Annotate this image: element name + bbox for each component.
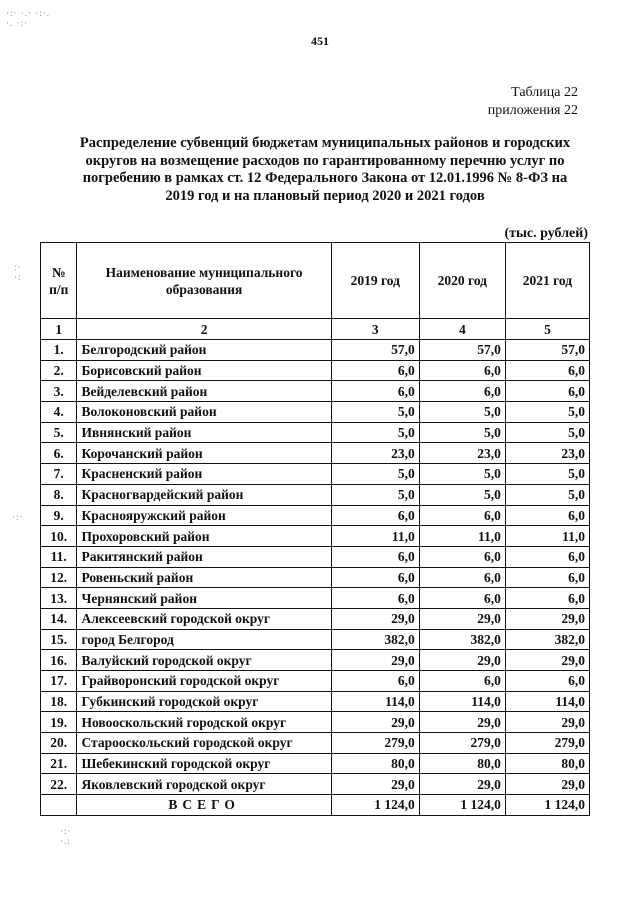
municipality-name: Красногвардейский район (77, 484, 331, 505)
value-2021: 80,0 (505, 753, 589, 774)
value-2019: 6,0 (331, 567, 419, 588)
value-2021: 29,0 (505, 712, 589, 733)
value-2020: 5,0 (419, 422, 505, 443)
municipality-name: Яковлевский городской округ (77, 774, 331, 795)
row-number: 2. (41, 360, 77, 381)
row-number: 8. (41, 484, 77, 505)
municipality-name: Краснояружский район (77, 505, 331, 526)
title-line3: погребению в рамках ст. 12 Федерального Закона от 12.01.1996 № 8-ФЗ на (82, 170, 568, 186)
title-line1: Распределение субвенций бюджетам муниципальных районов и городских (79, 135, 571, 151)
value-2019: 6,0 (331, 671, 419, 692)
value-2021: 5,0 (505, 464, 589, 485)
table-row (41, 505, 590, 526)
page-number: 451 (311, 34, 329, 48)
table-row (41, 526, 590, 547)
municipality-name: Алексеевский городской округ (77, 608, 331, 629)
subventions-table (40, 242, 590, 816)
municipality-name: Ракитянский район (77, 546, 331, 567)
column-index: 3 (331, 319, 419, 340)
value-2020: 29,0 (419, 608, 505, 629)
table-row (41, 671, 590, 692)
table-row (41, 567, 590, 588)
value-2019: 5,0 (331, 464, 419, 485)
municipality-name: Вейделевский район (77, 381, 331, 402)
value-2020: 382,0 (419, 629, 505, 650)
scan-noise-bottom-left: ·:· ·.: (60, 826, 72, 846)
total-row (41, 795, 590, 816)
value-2020: 5,0 (419, 464, 505, 485)
total-label: ВСЕГО (77, 795, 331, 816)
total-2019: 1 124,0 (331, 795, 419, 816)
row-number: 5. (41, 422, 77, 443)
table-row (41, 546, 590, 567)
value-2019: 29,0 (331, 774, 419, 795)
table-row (41, 381, 590, 402)
row-number: 12. (41, 567, 77, 588)
table-row (41, 422, 590, 443)
value-2021: 6,0 (505, 567, 589, 588)
header-2020: 2020 год (419, 243, 505, 319)
row-number: 13. (41, 588, 77, 609)
table-row (41, 402, 590, 423)
value-2020: 23,0 (419, 443, 505, 464)
title-line4: 2019 год и на плановый период 2020 и 2021 годов (165, 187, 485, 204)
scan-noise-left: :· ·: (14, 262, 22, 282)
row-number: 10. (41, 526, 77, 547)
municipality-name: Волоконовский район (77, 402, 331, 423)
value-2020: 6,0 (419, 588, 505, 609)
table-ref-line2: приложения 22 (487, 103, 578, 118)
value-2021: 5,0 (505, 484, 589, 505)
row-number: 1. (41, 340, 77, 361)
municipality-name: Корочанский район (77, 443, 331, 464)
table-row (41, 340, 590, 361)
header-2021: 2021 год (505, 243, 589, 319)
municipality-name: Белгородский район (77, 340, 331, 361)
column-index: 1 (41, 319, 77, 340)
table-row (41, 712, 590, 733)
value-2019: 6,0 (331, 505, 419, 526)
value-2019: 80,0 (331, 753, 419, 774)
row-number: 20. (41, 733, 77, 754)
table-row (41, 360, 590, 381)
table-row (41, 753, 590, 774)
value-2019: 57,0 (331, 340, 419, 361)
row-number: 19. (41, 712, 77, 733)
value-2021: 6,0 (505, 546, 589, 567)
municipality-name: Губкинский городской округ (77, 691, 331, 712)
header-name: Наименование муниципального образования (77, 243, 331, 319)
table-row (41, 588, 590, 609)
value-2019: 5,0 (331, 402, 419, 423)
value-2019: 114,0 (331, 691, 419, 712)
value-2020: 6,0 (419, 505, 505, 526)
value-2021: 57,0 (505, 340, 589, 361)
value-2019: 6,0 (331, 588, 419, 609)
value-2019: 382,0 (331, 629, 419, 650)
value-2020: 11,0 (419, 526, 505, 547)
table-row (41, 443, 590, 464)
value-2019: 5,0 (331, 422, 419, 443)
table-ref-line1: Таблица 22 (511, 85, 578, 100)
row-number: 9. (41, 505, 77, 526)
value-2021: 23,0 (505, 443, 589, 464)
value-2021: 279,0 (505, 733, 589, 754)
value-2019: 6,0 (331, 546, 419, 567)
value-2021: 11,0 (505, 526, 589, 547)
table-body (41, 340, 590, 795)
value-2021: 6,0 (505, 671, 589, 692)
row-number: 15. (41, 629, 77, 650)
municipality-name: город Белгород (77, 629, 331, 650)
table-reference (488, 84, 578, 120)
row-number: 14. (41, 608, 77, 629)
total-2021: 1 124,0 (505, 795, 589, 816)
municipality-name: Грайворонский городской округ (77, 671, 331, 692)
value-2021: 6,0 (505, 381, 589, 402)
value-2020: 6,0 (419, 360, 505, 381)
municipality-name: Новооскольский городской округ (77, 712, 331, 733)
municipality-name: Чернянский район (77, 588, 331, 609)
row-number: 22. (41, 774, 77, 795)
document-title (60, 135, 590, 205)
column-index: 4 (419, 319, 505, 340)
value-2019: 11,0 (331, 526, 419, 547)
row-number: 3. (41, 381, 77, 402)
municipality-name: Валуйский городской округ (77, 650, 331, 671)
municipality-name: Старооскольский городской округ (77, 733, 331, 754)
total-num-cell (41, 795, 77, 816)
total-2020: 1 124,0 (419, 795, 505, 816)
table-row (41, 608, 590, 629)
municipality-name: Борисовский район (77, 360, 331, 381)
table-row (41, 691, 590, 712)
value-2019: 29,0 (331, 608, 419, 629)
municipality-name: Красненский район (77, 464, 331, 485)
column-index: 5 (505, 319, 589, 340)
value-2019: 6,0 (331, 381, 419, 402)
value-2019: 23,0 (331, 443, 419, 464)
value-2020: 80,0 (419, 753, 505, 774)
value-2021: 6,0 (505, 505, 589, 526)
value-2021: 5,0 (505, 402, 589, 423)
row-number: 7. (41, 464, 77, 485)
value-2021: 114,0 (505, 691, 589, 712)
row-number: 21. (41, 753, 77, 774)
row-number: 18. (41, 691, 77, 712)
table-row (41, 629, 590, 650)
table-row (41, 733, 590, 754)
value-2019: 29,0 (331, 650, 419, 671)
value-2021: 6,0 (505, 588, 589, 609)
value-2019: 279,0 (331, 733, 419, 754)
header-2019: 2019 год (331, 243, 419, 319)
value-2020: 29,0 (419, 650, 505, 671)
table-row (41, 650, 590, 671)
value-2020: 279,0 (419, 733, 505, 754)
value-2021: 29,0 (505, 774, 589, 795)
column-index: 2 (77, 319, 331, 340)
row-number: 6. (41, 443, 77, 464)
value-2020: 5,0 (419, 402, 505, 423)
title-line2: округов на возмещение расходов по гарантированному перечню услуг по (85, 152, 565, 169)
value-2020: 29,0 (419, 774, 505, 795)
value-2019: 29,0 (331, 712, 419, 733)
scan-noise-top-left: ·:· ·.· ·:·. ·. ·:· (6, 8, 50, 28)
row-number: 11. (41, 546, 77, 567)
row-number: 4. (41, 402, 77, 423)
municipality-name: Ивнянский район (77, 422, 331, 443)
value-2019: 6,0 (331, 360, 419, 381)
table-row (41, 484, 590, 505)
value-2021: 29,0 (505, 650, 589, 671)
value-2019: 5,0 (331, 484, 419, 505)
value-2020: 57,0 (419, 340, 505, 361)
scan-noise-left-2: ·:· (12, 512, 24, 522)
header-num: № п/п (41, 243, 77, 319)
municipality-name: Прохоровский район (77, 526, 331, 547)
header-row (41, 243, 590, 319)
table-row (41, 774, 590, 795)
units-label: (тыс. рублей) (504, 226, 588, 241)
value-2020: 114,0 (419, 691, 505, 712)
table-row (41, 464, 590, 485)
value-2020: 6,0 (419, 671, 505, 692)
column-index-row (41, 319, 590, 340)
value-2021: 6,0 (505, 360, 589, 381)
value-2021: 382,0 (505, 629, 589, 650)
row-number: 16. (41, 650, 77, 671)
municipality-name: Шебекинский городской округ (77, 753, 331, 774)
value-2020: 6,0 (419, 567, 505, 588)
value-2020: 5,0 (419, 484, 505, 505)
value-2020: 29,0 (419, 712, 505, 733)
value-2020: 6,0 (419, 381, 505, 402)
value-2021: 29,0 (505, 608, 589, 629)
municipality-name: Ровеньский район (77, 567, 331, 588)
value-2020: 6,0 (419, 546, 505, 567)
value-2021: 5,0 (505, 422, 589, 443)
row-number: 17. (41, 671, 77, 692)
